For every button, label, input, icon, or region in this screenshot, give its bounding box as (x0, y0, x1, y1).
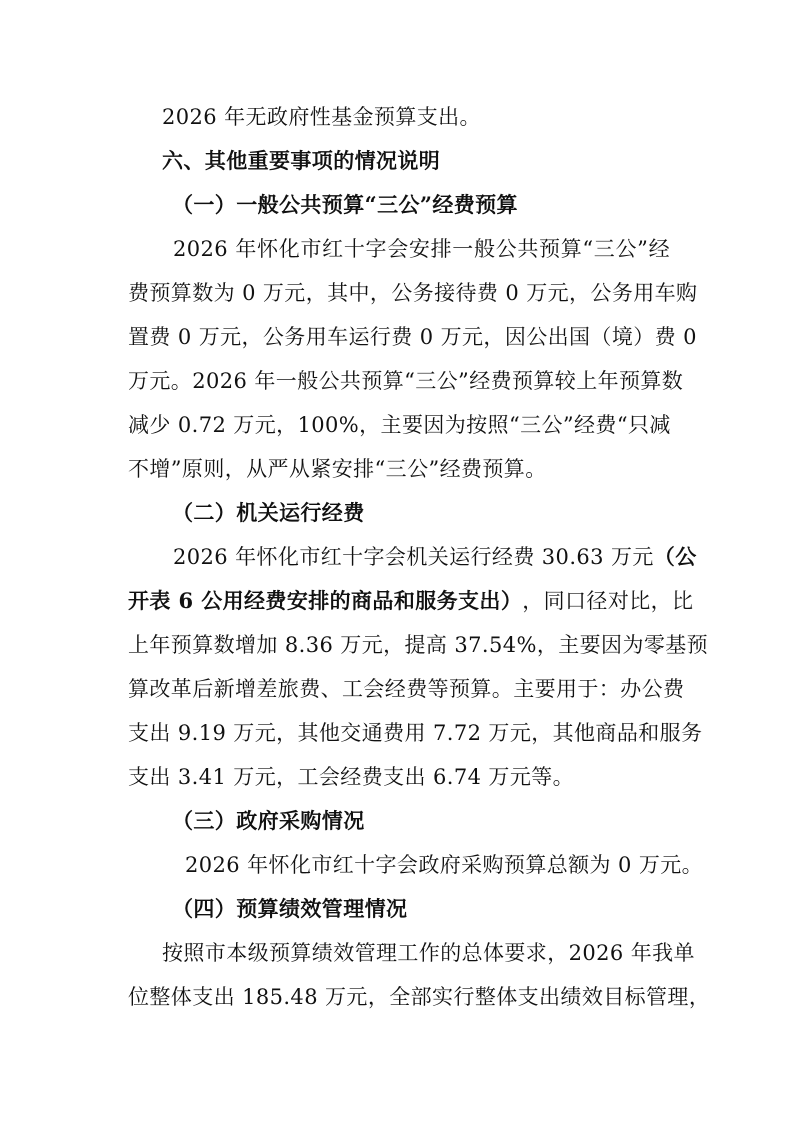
paragraph-line: 2026 年怀化市红十字会政府采购预算总额为 0 万元。 (185, 853, 704, 877)
paragraph-bold-text: （公 (653, 544, 697, 569)
paragraph-bold-text: 开表 6 公用经费安排的商品和服务支出） (128, 588, 523, 613)
paragraph-line: 位整体支出 185.48 万元，全部实行整体支出绩效目标管理， (128, 985, 711, 1009)
paragraph-line: 上年预算数增加 8.36 万元，提高 37.54%，主要因为零基预 (128, 633, 709, 657)
paragraph-line: 置费 0 万元，公务用车运行费 0 万元，因公出国（境）费 0 (128, 325, 697, 349)
paragraph-line: 万元。2026 年一般公共预算“三公”经费预算较上年预算数 (128, 369, 684, 393)
paragraph-text: 2026 年怀化市红十字会机关运行经费 30.63 万元 (173, 545, 654, 569)
paragraph-line: 算改革后新增差旅费、工会经费等预算。主要用于：办公费 (128, 677, 685, 701)
paragraph-line: 支出 9.19 万元，其他交通费用 7.72 万元，其他商品和服务 (128, 721, 703, 745)
paragraph-line: 费预算数为 0 万元，其中，公务接待费 0 万元，公务用车购 (128, 281, 698, 305)
paragraph-line (128, 587, 694, 615)
subheading-jixiao: （四）预算绩效管理情况 (172, 896, 408, 921)
paragraph-text: ，同口径对比，比 (522, 589, 694, 613)
subheading-caigou: （三）政府采购情况 (172, 808, 365, 833)
section-heading-six: 六、其他重要事项的情况说明 (162, 148, 441, 173)
subheading-sangong: （一）一般公共预算“三公”经费预算 (172, 192, 518, 217)
paragraph-line (173, 543, 697, 571)
subheading-jiguan: （二）机关运行经费 (172, 500, 365, 525)
paragraph-line: 减少 0.72 万元，100%，主要因为按照“三公”经费“只减 (128, 413, 671, 437)
paragraph-line: 不增”原则，从严从紧安排“三公”经费预算。 (128, 457, 547, 481)
paragraph-line: 2026 年怀化市红十字会安排一般公共预算“三公”经 (173, 237, 670, 261)
fund-budget-line: 2026 年无政府性基金预算支出。 (162, 105, 481, 129)
paragraph-line: 按照市本级预算绩效管理工作的总体要求，2026 年我单 (162, 941, 695, 965)
paragraph-line: 支出 3.41 万元，工会经费支出 6.74 万元等。 (128, 765, 575, 789)
